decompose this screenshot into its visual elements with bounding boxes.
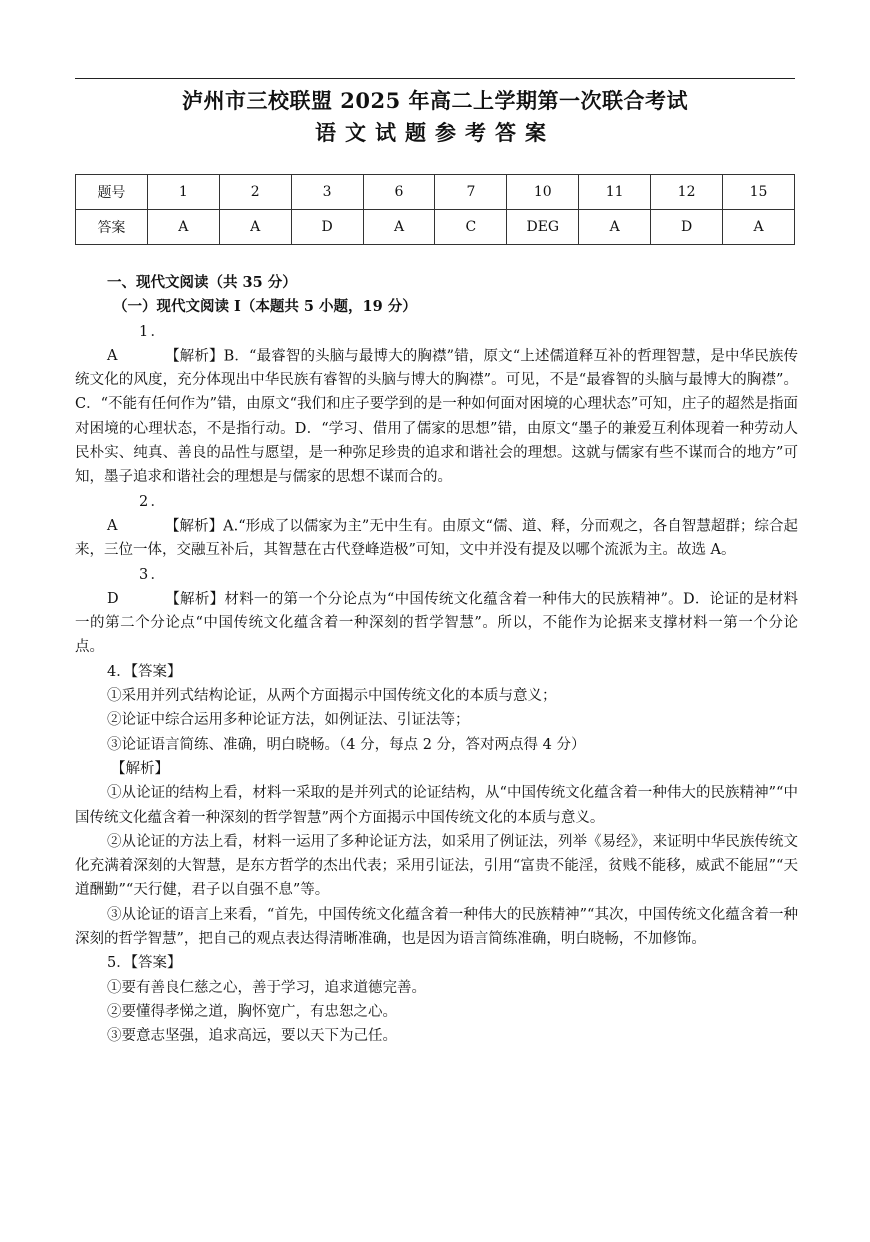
q5-answer-point: ①要有善良仁慈之心，善于学习，追求道德完善。 — [107, 979, 426, 996]
q2-text: 【解析】A.“形成了以儒家为主”无中生有。由原文“儒、道、释，分而观之，各自智慧超群；综合起来，三位一体，交融互补后，其智慧在古代登峰造极”可知，文中并没有提及以哪个流派为主。故选 A。 — [75, 517, 798, 559]
q3-text: 【解析】材料一的第一个分论点为“中国传统文化蕴含着一种伟大的民族精神”。D．论证的是材料一的第二个分论点“中国传统文化蕴含着一种深刻的哲学智慧”。所以，不能作为论据来支撑材料一第一个分论点。 — [75, 590, 798, 656]
question-number: 1 — [147, 175, 219, 210]
question-number: 3 — [291, 175, 363, 210]
answer-explanations — [75, 271, 798, 1049]
q4-answer-point: ②论证中综合运用多种论证方法，如例证法、引证法等； — [107, 712, 470, 729]
answer-cell: C — [435, 210, 507, 245]
question-number: 11 — [579, 175, 651, 210]
q4-analysis-label: 【解析】 — [111, 760, 169, 777]
q4-analysis-point: ③从论证的语言上来看，“首先，中国传统文化蕴含着一种伟大的民族精神”“其次，中国传统文化蕴含着一种深刻的哲学智慧”，把自己的观点表达得清晰准确，也是因为语言简练准确，明白晓畅，不加修饰。 — [75, 906, 798, 948]
document-subtitle: 语文试题参考答案 — [315, 120, 555, 145]
answer-cell: DEG — [507, 210, 579, 245]
q5-answer-point: ③要意志坚强，追求高远，要以天下为己任。 — [107, 1028, 397, 1045]
subsection-heading: （一）现代文阅读 I（本题共 5 小题，19 分） — [113, 298, 417, 316]
q2-explanation — [75, 490, 798, 563]
q4-label: 4．【答案】 — [107, 663, 182, 680]
answer-table — [75, 174, 795, 245]
answer-cell: A — [363, 210, 435, 245]
q5-answer-point: ②要懂得孝悌之道，胸怀宽广，有忠恕之心。 — [107, 1003, 397, 1020]
q2-answer: 2．A — [107, 493, 165, 534]
row-label-question: 题号 — [76, 175, 148, 210]
section-heading: 一、现代文阅读（共 35 分） — [107, 274, 297, 291]
document-title: 泸州市三校联盟 2025 年高二上学期第一次联合考试 — [181, 88, 689, 113]
row-label-answer: 答案 — [76, 210, 148, 245]
q3-answer: 3．D — [107, 566, 165, 607]
answer-cell: D — [651, 210, 723, 245]
answer-cell: A — [219, 210, 291, 245]
top-rule — [75, 78, 795, 79]
answer-row — [76, 210, 795, 245]
question-number: 10 — [507, 175, 579, 210]
q5-label: 5．【答案】 — [107, 955, 182, 972]
question-number: 15 — [723, 175, 795, 210]
question-number: 2 — [219, 175, 291, 210]
q4-analysis-point: ①从论证的结构上看，材料一采取的是并列式的论证结构，从“中国传统文化蕴含着一种伟大的民族精神”“中国传统文化蕴含着一种深刻的哲学智慧”两个方面揭示中国传统文化的本质与意义。 — [75, 785, 798, 826]
answer-cell: A — [723, 210, 795, 245]
answer-cell: A — [147, 210, 219, 245]
q1-text: 【解析】B．“最睿智的头脑与最博大的胸襟”错，原文“上述儒道释互补的哲理智慧，是中华民族传统文化的风度，充分体现出中华民族有睿智的头脑与博大的胸襟”。可见，不是“最睿智的头脑与最博大的胸襟”。C．“不能有任何作为”错，由原文“我们和庄子要学到的是一种如何面对困境的心理状态”可知，庄子的超然是指面对困境的心理状态，不是指行动。D．“学习、借用了儒家的思想”错，由原文“墨子的兼爱互利体现着一种劳动人民朴实、纯真、善良的品性与愿望，是一种弥足珍贵的追求和谐社会的理想。这就与儒家有些不谋而合的地方”可知，墨子追求和谐社会的理想是与儒家的思想不谋而合的。 — [75, 347, 798, 486]
q4-analysis-point: ②从论证的方法上看，材料一运用了多种论证方法，如采用了例证法，列举《易经》，来证明中华民族传统文化充满着深刻的大智慧，是东方哲学的杰出代表；采用引证法，引用“富贵不能淫，贫贱不能移，威武不能屈”“天道酬勤”“天行健，君子以自强不息”等。 — [75, 833, 798, 899]
answer-cell: D — [291, 210, 363, 245]
q4-answer-point: ③论证语言简练、准确，明白晓畅。（4 分，每点 2 分，答对两点得 4 分） — [107, 736, 586, 753]
answer-cell: A — [579, 210, 651, 245]
q3-explanation — [75, 563, 798, 660]
q4-answer-point: ①采用并列式结构论证，从两个方面揭示中国传统文化的本质与意义； — [107, 688, 557, 705]
question-number-row — [76, 175, 795, 210]
q1-answer: 1．A — [107, 323, 165, 364]
question-number: 7 — [435, 175, 507, 210]
question-number: 6 — [363, 175, 435, 210]
q1-explanation — [75, 320, 798, 490]
question-number: 12 — [651, 175, 723, 210]
